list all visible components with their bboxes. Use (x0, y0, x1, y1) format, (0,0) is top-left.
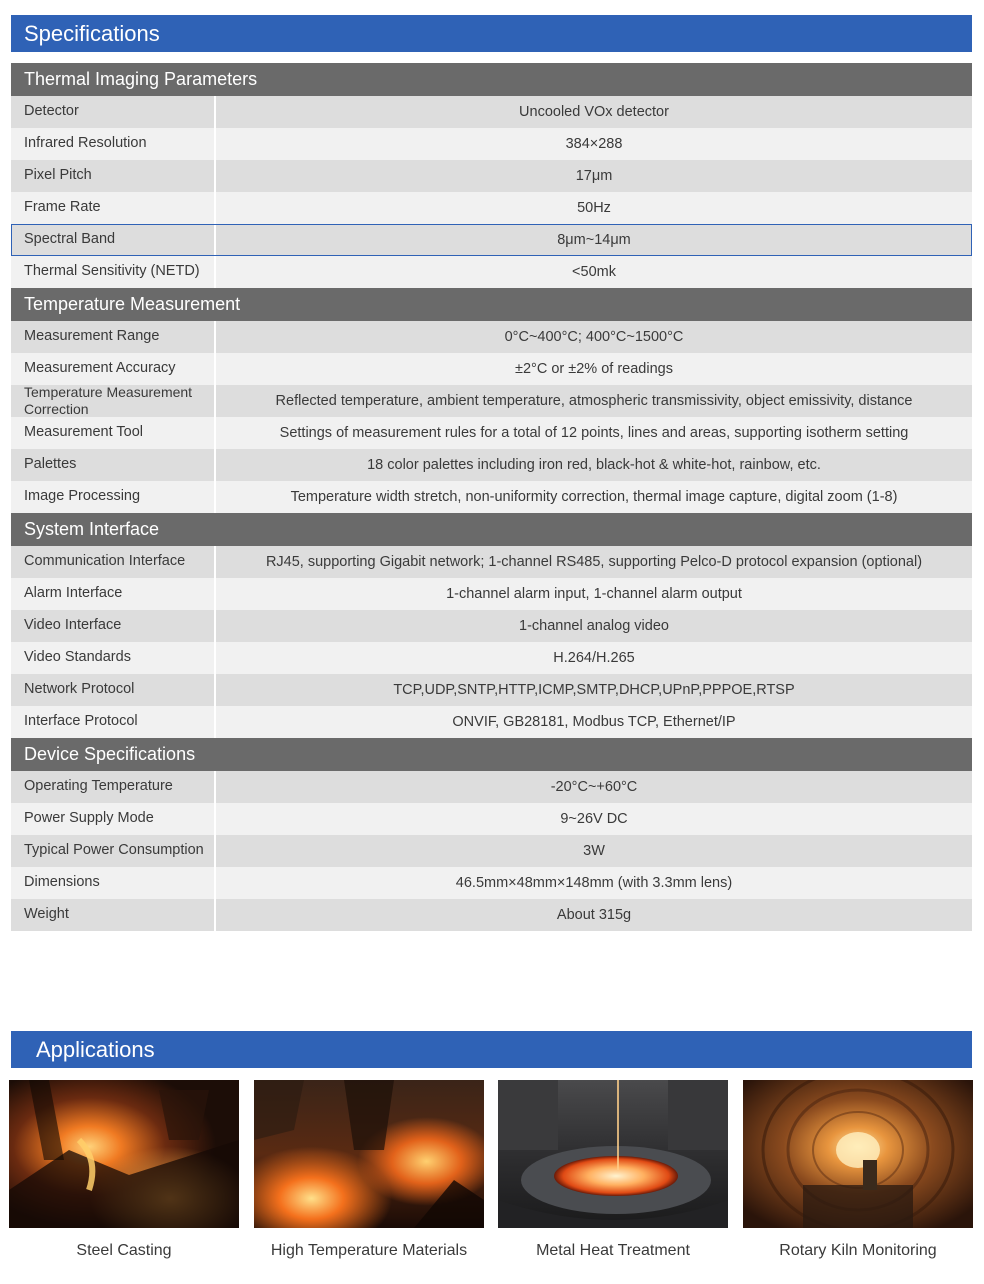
spec-value: 3W (583, 843, 605, 859)
spec-label: Detector (11, 96, 216, 128)
spec-row (11, 674, 972, 706)
spec-label: Palettes (11, 449, 216, 481)
spec-label: Pixel Pitch (11, 160, 216, 192)
spec-label: Communication Interface (11, 546, 216, 578)
metal-heat-treatment-photo (498, 1080, 728, 1228)
specifications-table (11, 63, 972, 931)
spec-value: -20°C~+60°C (550, 779, 638, 795)
section-header: Device Specifications (11, 738, 972, 771)
application-caption: Steel Casting (76, 1242, 172, 1259)
spec-row (11, 449, 972, 481)
spec-value: 9~26V DC (560, 811, 628, 827)
spec-row (11, 160, 972, 192)
spec-value: <50mk (572, 264, 616, 280)
spec-row (11, 610, 972, 642)
spec-value: 384×288 (565, 136, 623, 152)
section-header: Thermal Imaging Parameters (11, 63, 972, 96)
spec-label: Image Processing (11, 481, 216, 513)
spec-label: Typical Power Consumption (11, 835, 216, 867)
steel-casting-photo (9, 1080, 239, 1228)
spec-value: 1-channel alarm input, 1-channel alarm output (446, 586, 742, 602)
spec-value: 50Hz (577, 200, 611, 216)
spec-row (11, 353, 972, 385)
spec-label: Measurement Accuracy (11, 353, 216, 385)
spec-row (11, 224, 972, 256)
spec-value: Uncooled VOx detector (519, 104, 669, 120)
spec-label: Measurement Tool (11, 417, 216, 449)
spec-row (11, 803, 972, 835)
application-card-steel-casting[interactable] (9, 1080, 239, 1260)
spec-value: Reflected temperature, ambient temperature, atmospheric transmissivity, object emissivity, distance (275, 393, 913, 409)
applications-title: Applications (11, 1031, 972, 1068)
spec-label: Video Interface (11, 610, 216, 642)
spec-row (11, 546, 972, 578)
spec-label: Operating Temperature (11, 771, 216, 803)
spec-label: Frame Rate (11, 192, 216, 224)
specifications-title: Specifications (11, 15, 972, 52)
spec-value: 18 color palettes including iron red, black-hot & white-hot, rainbow, etc. (367, 457, 821, 473)
spec-row (11, 481, 972, 513)
spec-value: RJ45, supporting Gigabit network; 1-channel RS485, supporting Pelco-D protocol expansion (optional) (265, 554, 923, 570)
spec-label: Interface Protocol (11, 706, 216, 738)
spec-row (11, 321, 972, 353)
spec-label: Temperature Measurement Correction (11, 385, 216, 417)
spec-value: 8μm~14μm (557, 232, 631, 248)
spec-row (11, 96, 972, 128)
spec-row (11, 128, 972, 160)
spec-value: ONVIF, GB28181, Modbus TCP, Ethernet/IP (452, 714, 736, 730)
spec-value: 0°C~400°C; 400°C~1500°C (504, 329, 684, 345)
spec-label: Alarm Interface (11, 578, 216, 610)
spec-row (11, 578, 972, 610)
spec-row (11, 642, 972, 674)
spec-row (11, 192, 972, 224)
applications-gallery (9, 1080, 972, 1280)
spec-label: Power Supply Mode (11, 803, 216, 835)
spec-value: TCP,UDP,SNTP,HTTP,ICMP,SMTP,DHCP,UPnP,PPPOE,RTSP (393, 682, 795, 698)
application-caption: High Temperature Materials (270, 1242, 468, 1259)
application-card-metal-heat-treatment[interactable] (498, 1080, 728, 1260)
spec-value: H.264/H.265 (553, 650, 635, 666)
spec-row (11, 771, 972, 803)
spec-value: 1-channel analog video (519, 618, 669, 634)
spec-row (11, 417, 972, 449)
section-header: System Interface (11, 513, 972, 546)
spec-row (11, 706, 972, 738)
spec-row (11, 867, 972, 899)
spec-label: Video Standards (11, 642, 216, 674)
high-temperature-materials-photo (254, 1080, 484, 1228)
spec-label: Dimensions (11, 867, 216, 899)
spec-label: Network Protocol (11, 674, 216, 706)
spec-value: About 315g (556, 907, 632, 923)
spec-value: Temperature width stretch, non-uniformity correction, thermal image capture, digital zoom (1-8) (290, 489, 898, 505)
spec-value: 46.5mm×48mm×148mm (with 3.3mm lens) (455, 875, 733, 891)
spec-row (11, 835, 972, 867)
application-caption: Rotary Kiln Monitoring (779, 1242, 937, 1259)
spec-value: Settings of measurement rules for a total of 12 points, lines and areas, supporting isotherm setting (279, 425, 909, 441)
spec-row (11, 385, 972, 417)
spec-label: Weight (11, 899, 216, 931)
application-card-high-temperature-materials[interactable] (254, 1080, 484, 1260)
spec-row (11, 899, 972, 931)
section-header: Temperature Measurement (11, 288, 972, 321)
spec-label: Measurement Range (11, 321, 216, 353)
application-card-rotary-kiln-monitoring[interactable] (743, 1080, 973, 1260)
spec-value: ±2°C or ±2% of readings (515, 361, 673, 377)
spec-label: Spectral Band (11, 224, 216, 256)
rotary-kiln-photo (743, 1080, 973, 1228)
spec-label: Infrared Resolution (11, 128, 216, 160)
spec-label: Thermal Sensitivity (NETD) (11, 256, 216, 288)
application-caption: Metal Heat Treatment (536, 1242, 690, 1259)
spec-row (11, 256, 972, 288)
spec-value: 17μm (575, 168, 613, 184)
